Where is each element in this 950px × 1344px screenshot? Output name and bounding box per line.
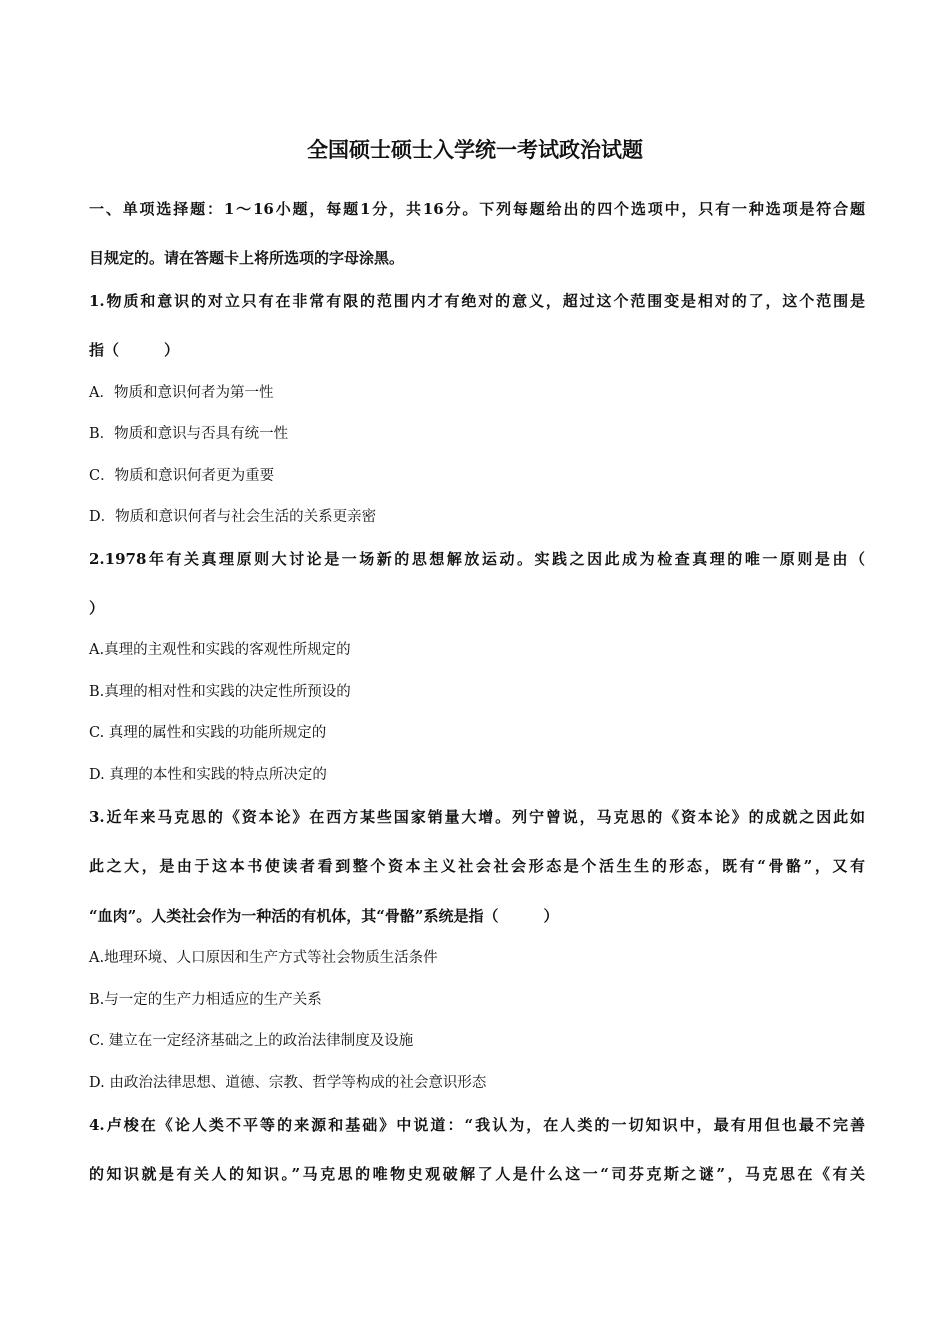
question-3-stem-line-2: 此之大，是由于这本书使读者看到整个资本主义社会社会形态是个活生生的形态，既有“骨骼”，又有 (89, 857, 865, 875)
question-3-stem-line-3: “血肉”。人类社会作为一种活的有机体，其“骨骼”系统是指（ ） (89, 907, 559, 925)
question-2-option-a: A.真理的主观性和实践的客观性所规定的 (89, 642, 351, 658)
question-3-option-c: C. 建立在一定经济基础之上的政治法律制度及设施 (89, 1033, 414, 1049)
question-2-option-b: B.真理的相对性和实践的决定性所预设的 (89, 684, 351, 700)
question-4-stem-line-1: 4.卢梭在《论人类不平等的来源和基础》中说道：“我认为，在人类的一切知识中，最有用但也最不完善 (89, 1116, 865, 1134)
section-instruction-line-1: 一、单项选择题：1～16小题，每题1分，共16分。下列每题给出的四个选项中，只有一种选项是符合题 (89, 200, 865, 218)
question-1-stem-line-1: 1.物质和意识的对立只有在非常有限的范围内才有绝对的意义，超过这个范围变是相对的了，这个范围是 (89, 292, 865, 310)
question-3-option-a: A.地理环境、人口原因和生产方式等社会物质生活条件 (89, 950, 438, 966)
question-3-option-d: D. 由政治法律思想、道德、宗教、哲学等构成的社会意识形态 (89, 1075, 487, 1091)
question-1-option-a: A．物质和意识何者为第一性 (89, 385, 274, 401)
question-4-stem-line-2: 的知识就是有关人的知识。”马克思的唯物史观破解了人是什么这一“司芬克斯之谜”，马克思在《有关 (89, 1165, 865, 1183)
page-title: 全国硕士硕士入学统一考试政治试题 (307, 137, 643, 162)
question-2-stem-line-2: ） (89, 599, 105, 617)
question-1-option-c: C．物质和意识何者更为重要 (89, 468, 275, 484)
question-2-option-c: C. 真理的属性和实践的功能所规定的 (89, 725, 327, 741)
question-2-option-d: D. 真理的本性和实践的特点所决定的 (89, 767, 327, 783)
question-1-option-d: D．物质和意识何者与社会生活的关系更亲密 (89, 509, 377, 525)
question-1-option-b: B．物质和意识与否具有统一性 (89, 426, 289, 442)
question-3-option-b: B.与一定的生产力相适应的生产关系 (89, 992, 322, 1008)
question-3-stem-line-1: 3.近年来马克思的《资本论》在西方某些国家销量大增。列宁曾说，马克思的《资本论》的成就之因此如 (89, 808, 865, 826)
question-1-stem-line-2: 指（ ） (89, 341, 180, 359)
question-2-stem-line-1: 2.1978年有关真理原则大讨论是一场新的思想解放运动。实践之因此成为检查真理的唯一原则是由（ (89, 550, 865, 568)
section-instruction-line-2: 目规定的。请在答题卡上将所选项的字母涂黑。 (89, 249, 405, 267)
